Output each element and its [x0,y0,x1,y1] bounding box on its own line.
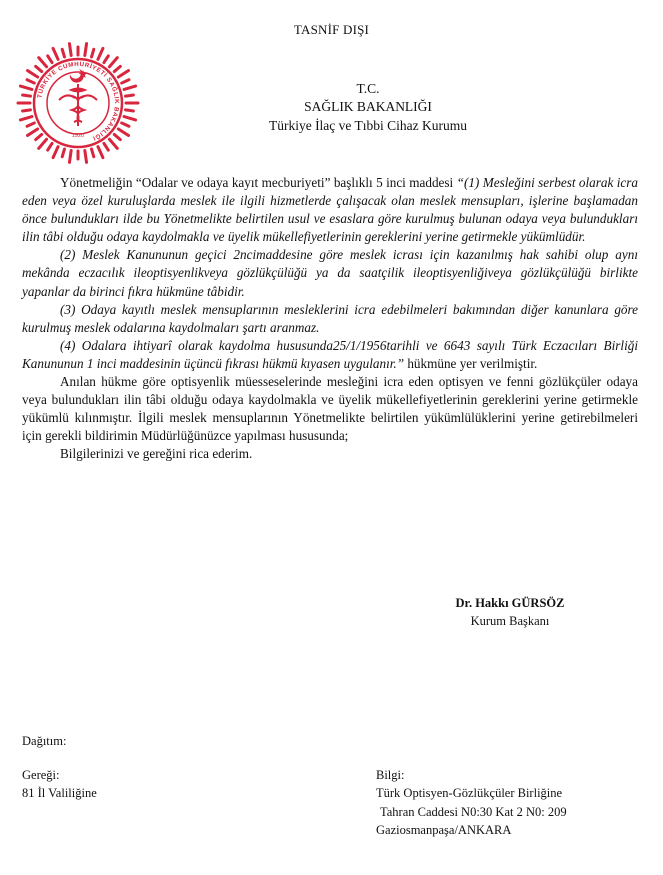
info-recipient-line: Türk Optisyen-Gözlükçüler Birliğine [376,786,563,800]
paragraph-3-quote: (3) Odaya kayıtlı meslek mensuplarının mesleklerini icra edebilmeleri bakımından diğer kanunlara göre kurulmuş meslek odalarına kaydolmaları şartı aranmaz. [22,301,638,335]
logo-ray [48,143,52,150]
action-label: Gereği: [22,768,60,782]
info-recipient-line: Tahran Caddesi N0:30 Kat 2 N0: 209 [380,805,567,819]
paragraph-4-quote: (4) Odalara ihtiyarî olarak kaydolma hususunda25/1/1956tarihli ve 6643 sayılı Türk Eczacıları Birliği Kanununun 1 inci maddesinin üçüncü fıkrası hükmü kıyasen uygulanır.” [22,337,638,371]
info-recipient-line: Gaziosmanpaşa/ANKARA [376,823,512,837]
logo-ring-text: TÜRKİYE CUMHURİYETİ SAĞLIK BAKANLIĞI [36,60,121,142]
security-classification: TASNİF DIŞI [293,22,370,37]
logo-ray [122,123,129,126]
logo-ray [122,80,129,83]
logo-ray [92,49,94,57]
paragraph-3 [22,301,638,337]
signatory-title: Kurum Başkanı [470,614,550,628]
logo-ray [28,71,38,77]
logo-ray [124,86,136,89]
logo-ray [39,58,47,67]
logo-ray [69,151,71,163]
paragraph-4-outro: hükmüne yer verilmiştir. [404,355,538,371]
header-tc: T.C. [356,81,380,96]
logo-ray [109,58,117,67]
letter-body [22,174,638,464]
paragraph-2 [22,246,638,300]
logo-ray [104,56,108,63]
signatory-name: Dr. Hakkı GÜRSÖZ [455,596,565,610]
logo-ray [53,147,58,158]
logo-ray [126,95,134,96]
logo-ray [23,95,31,96]
logo-ray [92,149,94,157]
logo-ray [39,139,47,148]
logo-ray [104,143,108,150]
header-ministry: SAĞLIK BAKANLIĞI [304,99,432,114]
logo-ray [85,44,87,56]
logo-ray [98,147,103,158]
paragraph-1 [22,174,638,246]
logo-ray [85,151,87,163]
logo-ray [62,149,64,157]
logo-ray [20,117,32,120]
logo-ray [124,117,136,120]
paragraph-4 [22,337,638,373]
logo-ray [53,48,58,59]
paragraph-1-intro: Yönetmeliğin “Odalar ve odaya kayıt mecburiyeti” başlıklı 5 inci maddesi [60,175,457,190]
logo-ray [69,44,71,56]
logo-ray [36,66,42,71]
info-label: Bilgi: [376,768,405,782]
paragraph-2-quote: (2) Meslek Kanununun geçici 2ncimaddesine göre meslek icrası için kazanılmış hak sahibi olup aynı mekânda eczacılık ileoptisyenlikveya gözlükçülüğü ya da saatçilik ileoptisyenliğiveya gözlükçülüğü birlikte yapanlar da birinci fıkra hükmüne tâbidir. [22,247,638,299]
distribution-label: Dağıtım: [22,734,67,748]
logo-ray [20,86,32,89]
paragraph-1-quote: “(1) Mesleğini serbest olarak icra eden veya özel kuruluşlarda meslek ile ilgili hizmetlerde çalışacak olan meslek mensupları, işlerine başlamadan önce bulundukları ilde bu Yönetmelikte belirtilen usul ve esaslara göre kurulmuş bulunan odaya veya bulundukları ilin tâbi olduğu odaya kaydolmakla ve üyelik mükellefiyetlerinin gereklerini yerine getirmekle yükümlüdür. [22,175,638,245]
paragraph-6: Bilgilerinizi ve gereğini rica ederim. [60,446,253,462]
logo-year: 1920 [71,133,85,139]
logo-ray [27,123,34,126]
logo-ray [109,139,117,148]
logo-ray [114,66,120,71]
logo-ray [126,110,134,111]
logo-ray [23,110,31,111]
logo-ray [28,129,38,135]
logo-ray [118,129,128,135]
ministry-logo [15,40,141,166]
logo-ray [114,134,120,139]
logo-ray [36,134,42,139]
paragraph-5: Anılan hükme göre optisyenlik müesseselerinde mesleğini icra eden optisyen ve fenni gözlükçüler odaya veya bulundukları ilin tâbi olduğu odaya kaydolmakla ve üyelik mükellefiyetlerinin gereklerini yerine getirmekle yükümlü kılınmıştır. İlgili meslek mensuplarının Yönetmelikte belirtilen yükümlülüklerini yerine getirebilmeleri için gerekli bildirimin Müdürlüğünüzce yapılması hususunda; [22,374,638,444]
logo-ray [118,71,128,77]
logo-ray [62,49,64,57]
header-agency: Türkiye İlaç ve Tıbbi Cihaz Kurumu [268,118,468,133]
logo-ray [48,56,52,63]
action-recipient: 81 İl Valiliğine [22,786,97,800]
logo-ray [27,80,34,83]
logo-ray [98,48,103,59]
